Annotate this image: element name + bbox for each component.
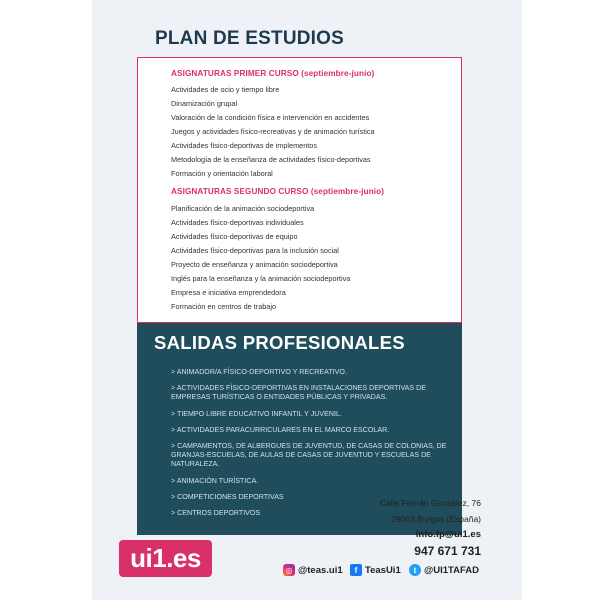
subject-item: Dinamización grupal <box>171 99 238 108</box>
subject-item: Empresa e iniciativa emprendedora <box>171 288 286 297</box>
facebook-link[interactable] <box>350 563 401 577</box>
career-item: > CENTROS DEPORTIVOS <box>171 509 261 518</box>
facebook-icon: f <box>350 564 362 576</box>
instagram-link[interactable] <box>283 563 343 577</box>
contact-email[interactable]: info.fp@ui1.es <box>415 529 481 540</box>
subject-item: Formación y orientación laboral <box>171 169 273 178</box>
subject-item: Metodología de la enseñanza de actividades físico-deportivas <box>171 155 371 164</box>
facebook-handle: TeasUi1 <box>365 564 401 576</box>
subject-item: Inglés para la enseñanza y la animación sociodeportiva <box>171 274 351 283</box>
contact-phone[interactable]: 947 671 731 <box>414 544 481 558</box>
career-item: > ANIMACIÓN TURÍSTICA. <box>171 476 259 485</box>
subject-item: Actividades físico-deportivas de implementos <box>171 141 318 150</box>
contact-city: 09003 Burgos (España) <box>391 514 481 524</box>
twitter-icon: t <box>409 564 421 576</box>
career-item: > COMPETICIONES DEPORTIVAS <box>171 492 284 501</box>
subject-item: Actividades físico-deportivas individuales <box>171 218 304 227</box>
career-item: > ANIMADOR/A FÍSICO-DEPORTIVO Y RECREATIVO. <box>171 368 347 376</box>
subject-item: Formación en centros de trabajo <box>171 302 277 311</box>
subject-item: Actividades físico-deportivas para la inclusión social <box>171 246 339 255</box>
subject-item: Valoración de la condición física e intervención en accidentes <box>171 113 370 122</box>
twitter-link[interactable] <box>409 563 479 577</box>
first-year-heading: ASIGNATURAS PRIMER CURSO (septiembre-junio) <box>171 69 375 78</box>
career-item: > ACTIVIDADES FÍSICO-DEPORTIVAS EN INSTALACIONES DEPORTIVAS DE EMPRESAS TURÍSTICAS O ENTIDADES PÚBLICAS Y PRIVADAS. <box>171 384 426 402</box>
career-outcomes-title: SALIDAS PROFESIONALES <box>154 332 405 353</box>
study-plan-box <box>137 57 462 323</box>
page-title: PLAN DE ESTUDIOS <box>155 28 344 49</box>
instagram-icon: ◎ <box>283 564 295 576</box>
subject-item: Actividades físico-deportivas de equipo <box>171 232 298 241</box>
second-year-heading: ASIGNATURAS SEGUNDO CURSO (septiembre-junio) <box>171 187 385 196</box>
subject-item: Planificación de la animación sociodeportiva <box>171 204 315 213</box>
career-item: > TIEMPO LIBRE EDUCATIVO INFANTIL Y JUVENIL. <box>171 409 342 418</box>
twitter-handle: @UI1TAFAD <box>424 564 480 576</box>
subject-item: Juegos y actividades físico-recreativas y de animación turística <box>171 127 375 136</box>
ui1-logo: ui1.es <box>119 540 212 577</box>
career-item: > CAMPAMENTOS, DE ALBERGUES DE JUVENTUD, DE CASAS DE COLONIAS, DE GRANJAS-ESCUELAS, DE AULAS DE CASAS DE JUVENTUD Y ESCUELAS DE NATURALEZA. <box>171 442 447 469</box>
subject-item: Proyecto de enseñanza y animación sociodeportiva <box>171 260 338 269</box>
instagram-handle: @teas.ui1 <box>298 564 343 576</box>
career-item: > ACTIVIDADES PARACURRICULARES EN EL MARCO ESCOLAR. <box>171 425 390 434</box>
contact-address: Calle Fernán González, 76 <box>379 498 481 508</box>
subject-item: Actividades de ocio y tiempo libre <box>171 85 280 94</box>
